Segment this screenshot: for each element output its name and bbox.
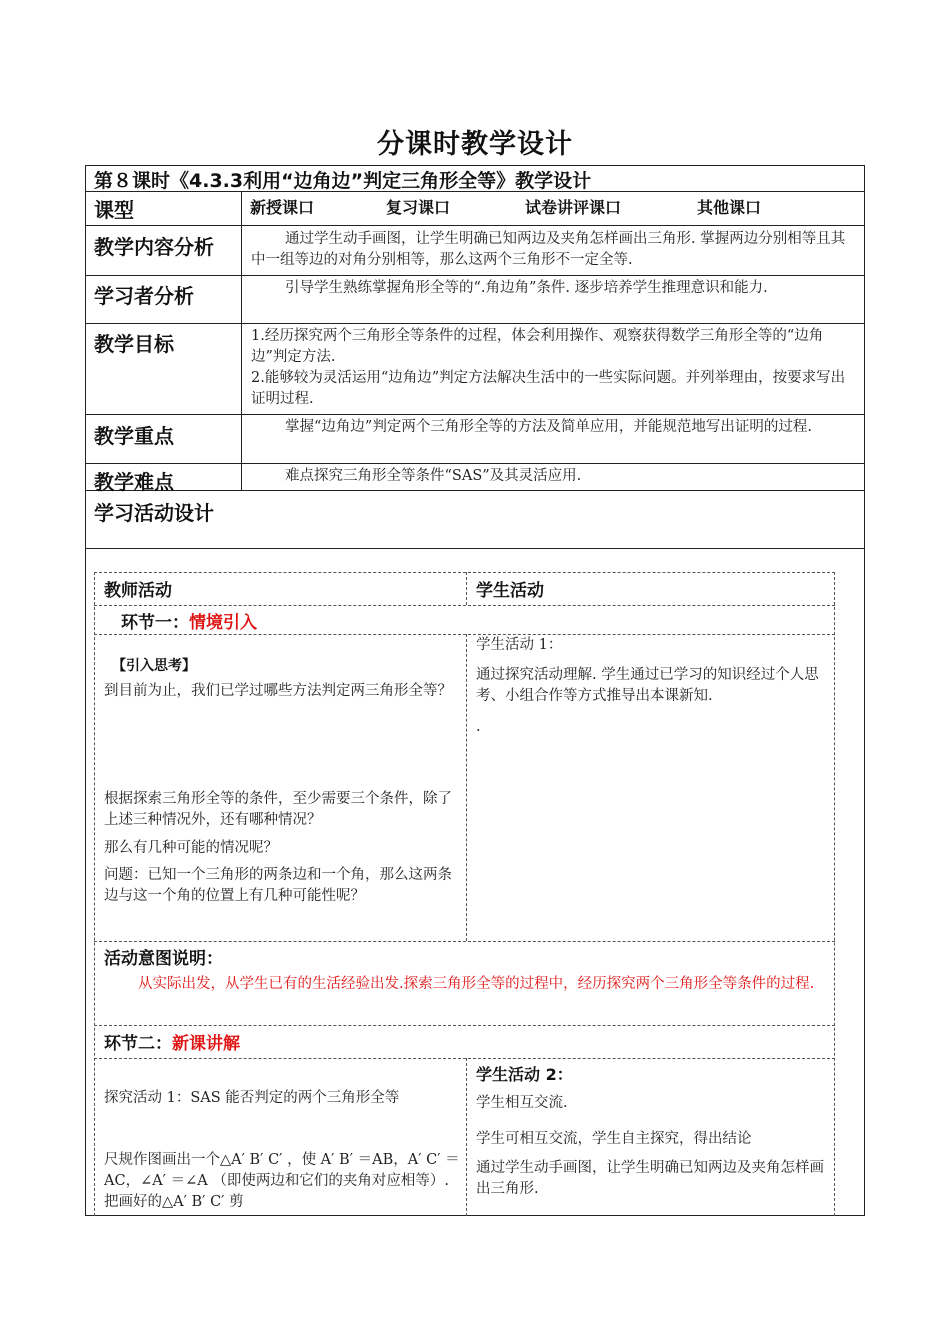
section2-name: 新课讲解	[172, 1034, 240, 1054]
row-divider	[85, 225, 865, 226]
student-activity-2-line-1: 学生相互交流.	[476, 1095, 568, 1111]
student-activity-2-line-2: 学生可相互交流，学生自主探究，得出结论	[476, 1131, 752, 1147]
dashed-rule	[834, 572, 835, 1216]
column-divider	[241, 191, 242, 490]
page-title: 分课时教学设计	[377, 129, 573, 160]
difficulties-text: 难点探究三角形全等条件“SAS”及其灵活应用.	[285, 468, 582, 484]
row-divider	[85, 414, 865, 415]
intro-thinking-tag: 【引入思考】	[112, 658, 196, 674]
row-divider	[85, 323, 865, 324]
row-divider	[85, 463, 865, 464]
learner-analysis-text: 引导学生熟练掌握角形全等的“.角边角”条件. 逐步培养学生推理意识和能力.	[285, 280, 768, 296]
section1-question-2: 根据探索三角形全等的条件，至少需要三个条件，除了上述三种情况外，还有哪种情况？	[104, 791, 452, 828]
key-points-label: 教学重点	[94, 424, 174, 448]
dashed-rule	[94, 941, 835, 942]
goals-label: 教学目标	[94, 332, 174, 356]
student-activity-1-dot: .	[476, 719, 481, 735]
lesson-header: 第８课时《4.3.3利用“边角边”判定三角形全等》教学设计	[94, 170, 592, 192]
dashed-rule	[466, 634, 467, 941]
section1-name: 情境引入	[189, 613, 257, 633]
activity-intent-text: 从实际出发，从学生已有的生活经验出发.探索三角形全等的过程中，经历探究两个三角形全等条件的过程.	[138, 976, 815, 992]
student-activity-2-line-3: 通过学生动手画图，让学生明确已知两边及夹角怎样画出三角形.	[476, 1160, 824, 1197]
difficulties-label: 教学难点	[94, 470, 174, 494]
course-type-option-review[interactable]: 复习课口	[386, 198, 451, 217]
teacher-activity-header: 教师活动	[104, 581, 172, 601]
course-type-label: 课型	[94, 198, 134, 222]
content-analysis-label: 教学内容分析	[94, 235, 214, 259]
dashed-rule	[94, 572, 95, 1216]
student-activity-2-title: 学生活动 2：	[476, 1065, 573, 1084]
section2-prefix: 环节二：	[104, 1034, 172, 1054]
construction-task-text: 尺规作图画出一个△A′ B′ C′ ，使 A′ B′ ＝AB，A′ C′ ＝AC，∠A′ ＝∠A （即使两边和它们的夹角对应相等）. 把画好的△A′ B′ C′ 剪	[104, 1152, 460, 1210]
dashed-rule	[94, 1025, 835, 1026]
exploration-activity-1: 探究活动 1：SAS 能否判定的两个三角形全等	[104, 1090, 400, 1106]
goal-item-1: 1.经历探究两个三角形全等条件的过程，体会利用操作、观察获得数学三角形全等的“边角边”判定方法.	[251, 328, 824, 365]
row-divider	[85, 548, 865, 549]
section1-question-1: 到目前为止，我们已学过哪些方法判定两三角形全等？	[104, 683, 452, 699]
student-activity-1-text: 通过探究活动理解. 学生通过已学习的知识经过个人思考、小组合作等方式推导出本课新知.	[476, 667, 819, 704]
section2-heading	[104, 1029, 240, 1054]
section1-question-3: 那么有几种可能的情况呢？	[104, 840, 278, 856]
dashed-rule	[94, 1058, 835, 1059]
course-type-option-new[interactable]: 新授课口	[250, 198, 315, 217]
course-type-option-exam[interactable]: 试卷讲评课口	[525, 198, 622, 217]
dashed-rule	[94, 634, 835, 635]
course-type-option-other[interactable]: 其他课口	[697, 198, 762, 217]
dashed-rule	[466, 572, 467, 605]
activity-design-label: 学习活动设计	[94, 501, 214, 525]
content-analysis-text: 通过学生动手画图，让学生明确已知两边及夹角怎样画出三角形. 掌握两边分别相等且其中一组等边的对角分别相等，那么这两个三角形不一定全等.	[251, 231, 846, 268]
dashed-rule	[466, 1058, 467, 1216]
key-points-text: 掌握“边角边”判定两个三角形全等的方法及简单应用，并能规范地写出证明的过程.	[285, 419, 812, 435]
section1-question-4: 问题：已知一个三角形的两条边和一个角，那么这两条边与这一个角的位置上有几种可能性呢？	[104, 867, 452, 904]
goal-item-2: 2.能够较为灵活运用“边角边”判定方法解决生活中的一些实际问题。并列举理由，按要求写出证明过程.	[251, 370, 846, 407]
row-divider	[85, 275, 865, 276]
student-activity-1-title: 学生活动 1：	[476, 637, 563, 653]
section1-prefix: 环节一：	[121, 613, 189, 633]
row-divider	[85, 490, 865, 491]
section1-heading	[121, 608, 257, 633]
dashed-rule	[94, 605, 835, 606]
activity-intent-label: 活动意图说明：	[104, 949, 223, 969]
dashed-rule	[94, 572, 835, 573]
learner-analysis-label: 学习者分析	[94, 284, 194, 308]
student-activity-header: 学生活动	[476, 581, 544, 601]
